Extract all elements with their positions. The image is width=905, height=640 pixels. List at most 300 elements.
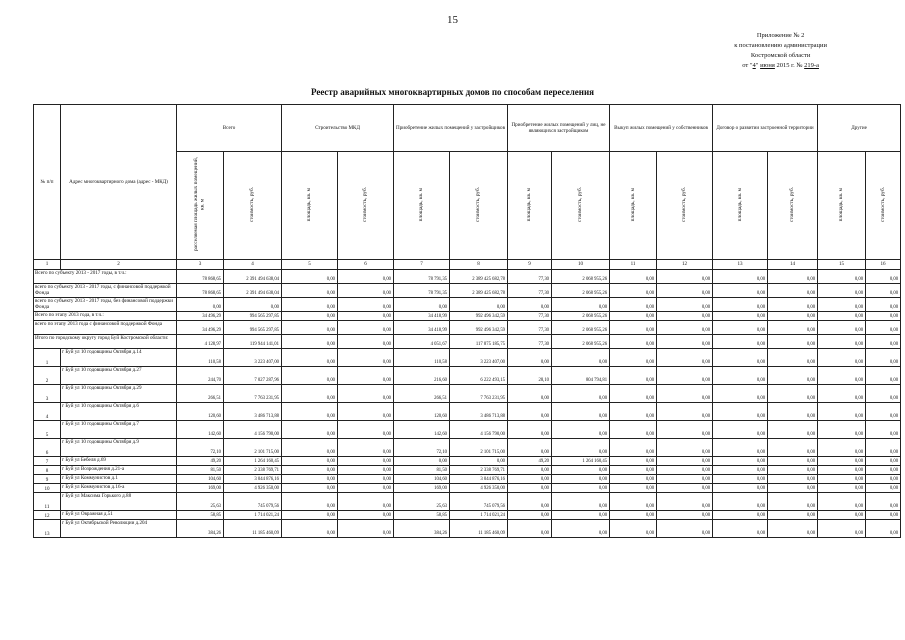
row-value: 0,00 <box>768 367 818 385</box>
row-value: 0,00 <box>224 298 282 312</box>
row-value: 0,00 <box>866 403 901 421</box>
row-value: 384,26 <box>177 520 224 538</box>
row-value: 4 128,97 <box>177 335 224 349</box>
row-value: 0,00 <box>866 520 901 538</box>
row-value: 72,10 <box>177 439 224 457</box>
row-value: 745 079,56 <box>450 493 508 511</box>
column-number: 8 <box>450 260 508 270</box>
row-value: 0,00 <box>177 298 224 312</box>
appendix-day: 4 <box>752 62 756 69</box>
row-value: 0,00 <box>282 403 338 421</box>
row-value: 0,00 <box>552 298 610 312</box>
row-value: 0,00 <box>508 403 552 421</box>
row-number: 4 <box>34 403 61 421</box>
row-value: 0,00 <box>713 298 768 312</box>
row-value: 104,60 <box>394 475 450 484</box>
row-value: 0,00 <box>338 321 394 335</box>
row-value: 0,00 <box>610 511 657 520</box>
row-value: 0,00 <box>657 439 713 457</box>
row-value: 0,00 <box>713 439 768 457</box>
row-value: 0,00 <box>282 475 338 484</box>
row-value: 0,00 <box>508 385 552 403</box>
row-value: 0,00 <box>818 321 866 335</box>
row-value: 0,00 <box>768 298 818 312</box>
row-value: 34 418,99 <box>394 312 450 321</box>
row-value: 0,00 <box>768 321 818 335</box>
row-value: 0,00 <box>610 466 657 475</box>
header-sub-cost: стоимость, руб. <box>338 152 394 260</box>
appendix-line-1: Приложение № 2 <box>756 32 805 39</box>
row-value: 0,00 <box>818 284 866 298</box>
row-value: 119 944 141,01 <box>224 335 282 349</box>
row-value: 0,00 <box>610 484 657 493</box>
row-value: 0,00 <box>768 457 818 466</box>
row-value: 0,00 <box>768 439 818 457</box>
row-value: 169,00 <box>177 484 224 493</box>
row-value: 0,00 <box>713 284 768 298</box>
row-value: 28,10 <box>508 367 552 385</box>
row-number: 12 <box>34 511 61 520</box>
row-value: 0,00 <box>818 385 866 403</box>
row-value: 0,00 <box>508 475 552 484</box>
row-address: г Буй ул Коммунистов д.16-а <box>61 484 177 493</box>
row-address: г Буй ул 10 годовщины Октября д.29 <box>61 385 177 403</box>
row-value: 0,00 <box>552 520 610 538</box>
row-value: 142,60 <box>177 421 224 439</box>
row-value: 0,00 <box>338 466 394 475</box>
row-value: 0,00 <box>768 520 818 538</box>
table-body <box>34 270 901 538</box>
row-value: 0,00 <box>818 403 866 421</box>
row-summary-label: Всего по этапу 2013 года, в т.ч.: <box>34 312 177 321</box>
table-summary-row <box>34 312 901 321</box>
row-value: 0,00 <box>657 284 713 298</box>
registry-table <box>33 104 901 538</box>
row-value: 7 027 287,96 <box>224 367 282 385</box>
header-group-other: Другие <box>818 105 901 152</box>
table-row <box>34 403 901 421</box>
row-value: 0,00 <box>338 484 394 493</box>
row-value: 0,00 <box>338 520 394 538</box>
row-value: 0,00 <box>768 349 818 367</box>
row-value: 0,00 <box>657 421 713 439</box>
row-address: г Буй ул 10 годовщины Октября д.9 <box>61 439 177 457</box>
row-value: 0,00 <box>866 484 901 493</box>
header-row-groups <box>34 105 901 152</box>
header-sub-area: площадь, кв. м <box>713 152 768 260</box>
row-value: 2 068 955,26 <box>552 312 610 321</box>
row-value: 1 264 160,45 <box>552 457 610 466</box>
row-value: 0,00 <box>866 284 901 298</box>
row-value: 104,60 <box>177 475 224 484</box>
row-value: 0,00 <box>338 439 394 457</box>
row-value: 0,00 <box>657 475 713 484</box>
row-value: 2 338 769,71 <box>450 466 508 475</box>
row-value: 4 926 350,00 <box>450 484 508 493</box>
row-number: 6 <box>34 439 61 457</box>
row-value: 0,00 <box>552 466 610 475</box>
row-value: 34 418,99 <box>394 321 450 335</box>
row-number: 2 <box>34 367 61 385</box>
row-value: 3 223 407,00 <box>450 349 508 367</box>
row-value: 0,00 <box>282 385 338 403</box>
header-sub-cost: стоимость, руб. <box>768 152 818 260</box>
row-value: 3 044 876,16 <box>224 475 282 484</box>
row-value: 0,00 <box>657 367 713 385</box>
row-value: 0,00 <box>552 475 610 484</box>
row-number: 13 <box>34 520 61 538</box>
row-value: 142,60 <box>394 421 450 439</box>
row-value: 0,00 <box>713 484 768 493</box>
row-value: 0,00 <box>713 335 768 349</box>
row-value: 0,00 <box>552 421 610 439</box>
row-value: 0,00 <box>657 520 713 538</box>
row-value: 0,00 <box>713 493 768 511</box>
row-value: 0,00 <box>508 493 552 511</box>
column-number: 10 <box>552 260 610 270</box>
header-sub-area: площадь, кв. м <box>610 152 657 260</box>
row-value: 0,00 <box>713 520 768 538</box>
appendix-date-sep1: " <box>755 62 761 69</box>
row-value: 0,00 <box>610 312 657 321</box>
row-value: 0,00 <box>657 349 713 367</box>
row-value: 0,00 <box>338 335 394 349</box>
appendix-line-2: к постановлению администрации <box>734 42 827 49</box>
row-value: 0,00 <box>866 321 901 335</box>
row-value: 0,00 <box>657 493 713 511</box>
row-value: 0,00 <box>657 298 713 312</box>
row-value: 34 496,29 <box>177 321 224 335</box>
header-sub-cost: стоимость, руб. <box>657 152 713 260</box>
row-value: 0,00 <box>713 385 768 403</box>
row-value: 0,00 <box>450 298 508 312</box>
header-group-construction: Строительство МКД <box>282 105 394 152</box>
row-value: 0,00 <box>657 466 713 475</box>
row-value: 0,00 <box>610 421 657 439</box>
header-sub-area: площадь, кв. м <box>508 152 552 260</box>
row-value: 0,00 <box>610 385 657 403</box>
row-value: 81,50 <box>177 466 224 475</box>
row-value: 7 763 231,95 <box>450 385 508 403</box>
row-value: 0,00 <box>818 520 866 538</box>
row-address: г Буй ул Коммунистов д.1 <box>61 475 177 484</box>
row-value: 0,00 <box>338 457 394 466</box>
row-value: 0,00 <box>338 385 394 403</box>
row-address: г Буй ул 10 годовщины Октября д.27 <box>61 367 177 385</box>
row-number: 10 <box>34 484 61 493</box>
row-value: 25,63 <box>177 493 224 511</box>
column-number: 6 <box>338 260 394 270</box>
row-value: 2 068 955,26 <box>552 335 610 349</box>
row-value: 0,00 <box>713 475 768 484</box>
header-group-buyout: Выкуп жилых помещений у собственников <box>610 105 713 152</box>
row-value: 0,00 <box>866 475 901 484</box>
header-row-colnums <box>34 260 901 270</box>
row-value: 0,00 <box>768 484 818 493</box>
header-group-development-agreement: Договор о развитии застроенной территории <box>713 105 818 152</box>
row-value: 0,00 <box>338 270 394 284</box>
row-value: 0,00 <box>610 270 657 284</box>
row-value: 0,00 <box>282 511 338 520</box>
row-value: 0,00 <box>818 466 866 475</box>
header-address: Адрес многоквартирного дома (адрес - МКД) <box>61 105 177 260</box>
row-number: 9 <box>34 475 61 484</box>
row-value: 0,00 <box>768 403 818 421</box>
row-value: 0,00 <box>508 298 552 312</box>
row-address: г Буй ул 10 годовщины Октября д.6 <box>61 403 177 421</box>
row-value: 0,00 <box>610 439 657 457</box>
table-summary-row <box>34 284 901 298</box>
row-value: 0,00 <box>657 321 713 335</box>
row-value: 0,00 <box>866 270 901 284</box>
row-number: 5 <box>34 421 61 439</box>
row-value: 110,58 <box>177 349 224 367</box>
row-address: г Буй ул Возрождения д.21-а <box>61 466 177 475</box>
row-value: 0,00 <box>866 349 901 367</box>
row-value: 169,00 <box>394 484 450 493</box>
row-value: 0,00 <box>818 511 866 520</box>
row-value: 216,60 <box>394 367 450 385</box>
row-value: 0,00 <box>610 298 657 312</box>
row-value: 77,30 <box>508 335 552 349</box>
row-value: 77,30 <box>508 321 552 335</box>
row-value: 0,00 <box>282 349 338 367</box>
column-number: 3 <box>177 260 224 270</box>
row-value: 0,00 <box>610 321 657 335</box>
row-value: 384,26 <box>394 520 450 538</box>
row-value: 0,00 <box>713 511 768 520</box>
row-number: 8 <box>34 466 61 475</box>
row-value: 2 101 715,00 <box>450 439 508 457</box>
table-row <box>34 439 901 457</box>
row-value: 0,00 <box>508 466 552 475</box>
row-address: г Буй ул Овражная д.51 <box>61 511 177 520</box>
column-number: 4 <box>224 260 282 270</box>
table-row <box>34 349 901 367</box>
row-value: 0,00 <box>713 321 768 335</box>
row-value: 117 875 185,75 <box>450 335 508 349</box>
row-value: 994 565 297,85 <box>224 312 282 321</box>
row-address: г Буй ул 10 годовщины Октября д.7 <box>61 421 177 439</box>
row-value: 0,00 <box>768 335 818 349</box>
row-value: 49,20 <box>177 457 224 466</box>
row-value: 0,00 <box>768 511 818 520</box>
row-value: 0,00 <box>657 511 713 520</box>
row-value: 0,00 <box>818 484 866 493</box>
row-value: 0,00 <box>552 484 610 493</box>
row-value: 34 496,29 <box>177 312 224 321</box>
header-sub-cost: стоимость, руб. <box>450 152 508 260</box>
row-value: 120,60 <box>394 403 450 421</box>
row-value: 2 101 715,00 <box>224 439 282 457</box>
row-value: 2 391 494 638,04 <box>224 284 282 298</box>
row-value: 0,00 <box>508 349 552 367</box>
row-value: 0,00 <box>818 439 866 457</box>
row-value: 0,00 <box>610 367 657 385</box>
row-value: 0,00 <box>508 484 552 493</box>
row-value: 0,00 <box>713 312 768 321</box>
row-value: 3 044 876,16 <box>450 475 508 484</box>
row-value: 0,00 <box>552 349 610 367</box>
column-number: 2 <box>61 260 177 270</box>
column-number: 14 <box>768 260 818 270</box>
row-value: 0,00 <box>768 493 818 511</box>
row-summary-label: всего по этапу 2013 года с финансовой поддержкой Фонда <box>34 321 177 335</box>
row-value: 78 868,65 <box>177 270 224 284</box>
header-sub-total-area: расселяемая площадь жилых помещений, кв. м <box>177 152 224 260</box>
row-value: 0,00 <box>866 511 901 520</box>
row-value: 0,00 <box>818 298 866 312</box>
header-sub-area: площадь, кв. м <box>394 152 450 260</box>
row-value: 0,00 <box>552 439 610 457</box>
header-group-total: Всего <box>177 105 282 152</box>
row-value: 7 763 231,95 <box>224 385 282 403</box>
row-value: 3 223 407,00 <box>224 349 282 367</box>
table-row <box>34 493 901 511</box>
row-value: 4 051,67 <box>394 335 450 349</box>
table-row <box>34 511 901 520</box>
row-value: 0,00 <box>282 321 338 335</box>
row-value: 0,00 <box>768 270 818 284</box>
row-value: 2 068 955,26 <box>552 270 610 284</box>
header-num: № п/п <box>34 105 61 260</box>
row-value: 0,00 <box>508 511 552 520</box>
row-value: 2 391 494 638,04 <box>224 270 282 284</box>
row-value: 804 794,81 <box>552 367 610 385</box>
table-row <box>34 484 901 493</box>
row-value: 6 222 493,15 <box>450 367 508 385</box>
row-value: 0,00 <box>282 520 338 538</box>
header-sub-cost: стоимость, руб. <box>866 152 901 260</box>
row-value: 0,00 <box>657 312 713 321</box>
row-value: 0,00 <box>818 367 866 385</box>
header-group-developer-purchase: Приобретение жилых помещений у застройщиков <box>394 105 508 152</box>
row-value: 78 868,65 <box>177 284 224 298</box>
row-value: 992 496 342,59 <box>450 312 508 321</box>
row-value: 0,00 <box>657 385 713 403</box>
row-value: 0,00 <box>338 475 394 484</box>
row-value: 0,00 <box>552 403 610 421</box>
row-value: 0,00 <box>338 312 394 321</box>
row-summary-label: Всего по субъекту 2013 - 2017 годы, в т.ч.: <box>34 270 177 284</box>
row-value: 2 068 955,26 <box>552 321 610 335</box>
row-value: 0,00 <box>657 335 713 349</box>
row-value: 0,00 <box>338 298 394 312</box>
row-address: г Буй ул Максима Горького д.88 <box>61 493 177 511</box>
row-value: 77,30 <box>508 270 552 284</box>
row-value: 0,00 <box>768 466 818 475</box>
row-value: 0,00 <box>866 493 901 511</box>
row-value: 0,00 <box>866 421 901 439</box>
row-value: 0,00 <box>610 493 657 511</box>
row-value: 0,00 <box>338 367 394 385</box>
row-value: 0,00 <box>338 511 394 520</box>
row-value: 110,58 <box>394 349 450 367</box>
row-value: 0,00 <box>394 298 450 312</box>
header-sub-area: площадь, кв. м <box>818 152 866 260</box>
row-value: 0,00 <box>394 457 450 466</box>
document-title: Реестр аварийных многоквартирных домов по способам переселения <box>310 87 595 97</box>
row-value: 0,00 <box>552 511 610 520</box>
column-number: 12 <box>657 260 713 270</box>
row-value: 0,00 <box>610 349 657 367</box>
row-value: 0,00 <box>866 457 901 466</box>
row-value: 244,70 <box>177 367 224 385</box>
row-summary-label: всего по субъекту 2013 - 2017 годы, с финансовой поддержкой Фонда <box>34 284 177 298</box>
row-value: 0,00 <box>713 367 768 385</box>
row-value: 0,00 <box>818 312 866 321</box>
row-value: 72,10 <box>394 439 450 457</box>
row-value: 0,00 <box>508 520 552 538</box>
table-row <box>34 466 901 475</box>
column-number: 16 <box>866 260 901 270</box>
row-value: 0,00 <box>713 421 768 439</box>
row-value: 4 156 790,00 <box>224 421 282 439</box>
row-value: 0,00 <box>866 335 901 349</box>
row-value: 4 156 790,00 <box>450 421 508 439</box>
row-value: 0,00 <box>818 493 866 511</box>
row-address: г Буй ул Бебеля д.69 <box>61 457 177 466</box>
row-value: 0,00 <box>818 270 866 284</box>
table-summary-row <box>34 321 901 335</box>
table-row <box>34 475 901 484</box>
row-value: 0,00 <box>657 403 713 421</box>
row-value: 81,50 <box>394 466 450 475</box>
column-number: 15 <box>818 260 866 270</box>
header-group-non-developer-purchase: Приобретение жилых помещений у лиц, не являющихся застройщиком <box>508 105 610 152</box>
row-value: 266,51 <box>394 385 450 403</box>
appendix-date-sep2: 2015 г. № <box>774 62 805 69</box>
row-value: 77,30 <box>508 284 552 298</box>
row-value: 0,00 <box>338 349 394 367</box>
row-value: 58,85 <box>177 511 224 520</box>
row-value: 3 486 713,88 <box>450 403 508 421</box>
row-value: 0,00 <box>508 421 552 439</box>
row-number: 3 <box>34 385 61 403</box>
row-value: 0,00 <box>713 457 768 466</box>
row-value: 0,00 <box>282 484 338 493</box>
row-value: 0,00 <box>768 421 818 439</box>
row-value: 0,00 <box>282 493 338 511</box>
header-sub-cost: стоимость, руб. <box>552 152 610 260</box>
column-number: 11 <box>610 260 657 270</box>
row-value: 0,00 <box>866 298 901 312</box>
row-value: 1 714 021,24 <box>450 511 508 520</box>
row-value: 0,00 <box>282 298 338 312</box>
appendix-month: июня <box>760 62 775 69</box>
header-sub-area: площадь, кв. м <box>282 152 338 260</box>
table-summary-row <box>34 270 901 284</box>
row-value: 0,00 <box>818 457 866 466</box>
row-value: 78 791,35 <box>394 284 450 298</box>
row-value: 3 486 713,88 <box>224 403 282 421</box>
row-value: 0,00 <box>282 457 338 466</box>
column-number: 5 <box>282 260 338 270</box>
row-value: 0,00 <box>282 270 338 284</box>
row-value: 0,00 <box>713 466 768 475</box>
row-value: 266,51 <box>177 385 224 403</box>
row-address: г Буй ул 10 годовщины Октября д.14 <box>61 349 177 367</box>
column-number: 9 <box>508 260 552 270</box>
row-value: 4 926 350,00 <box>224 484 282 493</box>
header-sub-cost: стоимость, руб. <box>224 152 282 260</box>
row-value: 0,00 <box>450 457 508 466</box>
column-number: 1 <box>34 260 61 270</box>
row-number: 7 <box>34 457 61 466</box>
table-summary-row <box>34 335 901 349</box>
table-row <box>34 520 901 538</box>
row-value: 25,63 <box>394 493 450 511</box>
